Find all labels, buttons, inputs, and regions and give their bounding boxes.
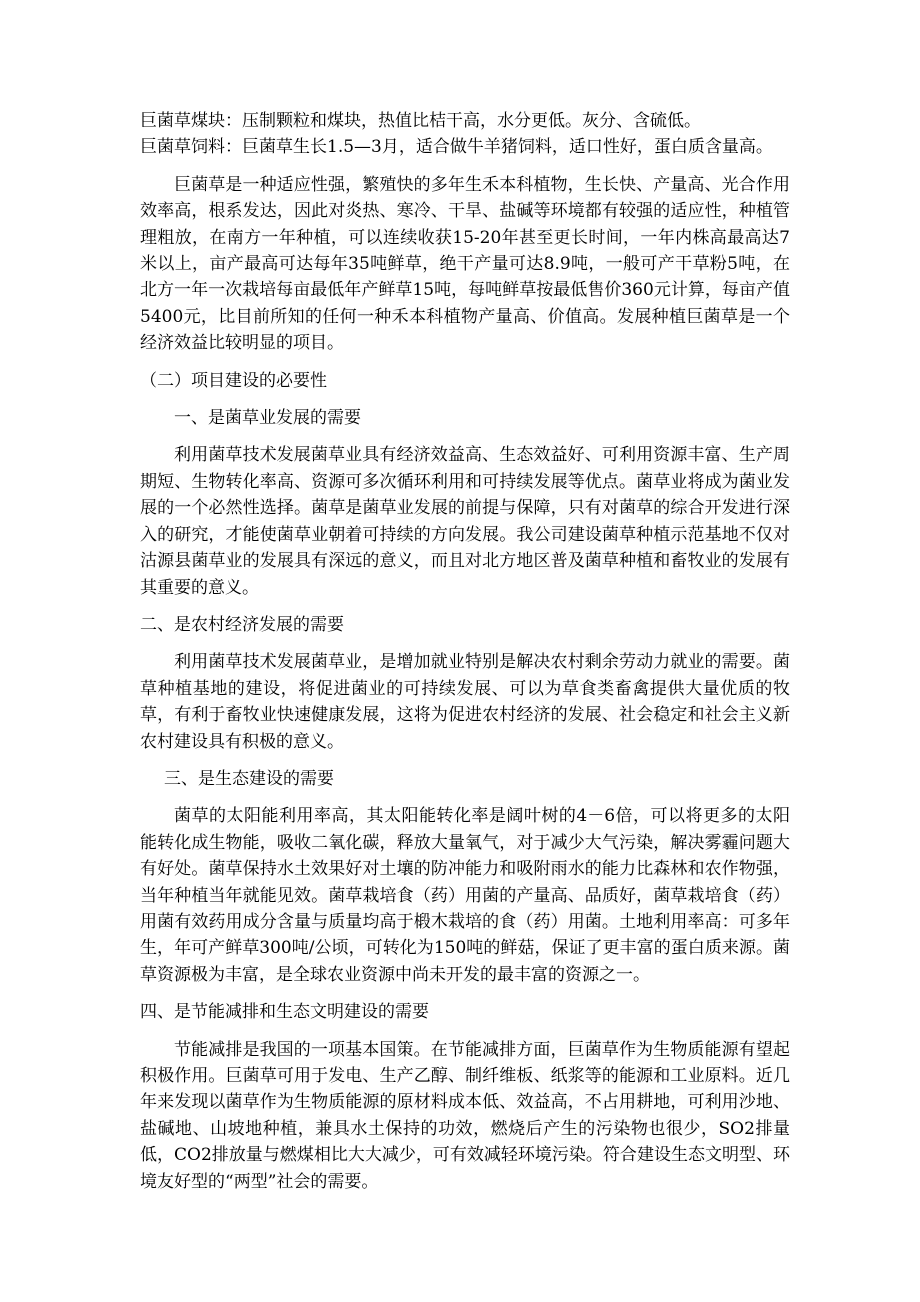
paragraph-3: 菌草的太阳能利用率高，其太阳能转化率是阔叶树的4－6倍，可以将更多的太阳能转化成生物能，吸收二氧化碳，释放大量氧气，对于减少大气污染，解决雾霾问题大有好处。菌草保持水土效果好对土壤的防冲能力和吸附雨水的能力比森林和农作物强，当年种植当年就能见效。菌草栽培食（药）用菌的产量高、品质好，菌草栽培食（药）用菌有效药用成分含量与质量均高于椴木栽培的食（药）用菌。土地利用率高：可多年生，年可产鲜草300吨/公顷，可转化为150吨的鲜菇，保证了更丰富的蛋白质来源。菌草资源极为丰富，是全球农业资源中尚未开发的最丰富的资源之一。 [140, 806, 790, 985]
paragraph-4: 节能减排是我国的一项基本国策。在节能减排方面，巨菌草作为生物质能源有望起积极作用。巨菌草可用于发电、生产乙醇、制纤维板、纸浆等的能源和工业原料。近几年来发现以菌草作为生物质能源的原材料成本低、效益高，不占用耕地，可利用沙地、盐碱地、山坡地种植，兼具水土保持的功效，燃烧后产生的污染物也很少，SO2排量低，CO2排放量与燃煤相比大大减少，可有效减轻环境污染。符合建设生态文明型、环境友好型的“两型”社会的需要。 [140, 1039, 790, 1192]
text-column [140, 108, 790, 1195]
section-heading-necessity: （二）项目建设的必要性 [140, 370, 327, 391]
subheading-2: 二、是农村经济发展的需要 [140, 614, 344, 635]
subheading-3: 三、是生态建设的需要 [164, 768, 334, 789]
intro-coal-line: 巨菌草煤块：压制颗粒和煤块，热值比桔干高，水分更低。灰分、含硫低。 [140, 111, 701, 131]
intro-feed-line: 巨菌草饲料：巨菌草生长1.5—3月，适合做牛羊猪饲料，适口性好，蛋白质含量高。 [140, 137, 773, 158]
subheading-1: 一、是菌草业发展的需要 [174, 408, 361, 429]
subheading-4: 四、是节能减排和生态文明建设的需要 [140, 1002, 429, 1023]
paragraph-2: 利用菌草技术发展菌草业，是增加就业特别是解决农村剩余劳动力就业的需要。菌草种植基地的建设，将促进菌业的可持续发展、可以为草食类畜禽提供大量优质的牧草，有利于畜牧业快速健康发展，这将为促进农村经济的发展、社会稳定和社会主义新农村建设具有积极的意义。 [140, 652, 790, 752]
paragraph-1: 利用菌草技术发展菌草业具有经济效益高、生态效益好、可利用资源丰富、生产周期短、生物转化率高、资源可多次循环利用和可持续发展等优点。菌草业将成为菌业发展的一个必然性选择。菌草是菌草业发展的前提与保障，只有对菌草的综合开发进行深入的研究，才能使菌草业朝着可持续的方向发展。我公司建设菌草种植示范基地不仅对沽源县菌草业的发展具有深远的意义，而且对北方地区普及菌草种植和畜牧业的发展有其重要的意义。 [140, 445, 790, 598]
overview-paragraph: 巨菌草是一种适应性强，繁殖快的多年生禾本科植物，生长快、产量高、光合作用效率高，根系发达，因此对炎热、寒冷、干旱、盐碱等环境都有较强的适应性，种植管理粗放，在南方一年种植，可以连续收获15-20年甚至更长时间，一年内株高最高达7米以上，亩产最高可达每年35吨鲜草，绝干产量可达8.9吨，一般可产干草粉5吨，在北方一年一次栽培每亩最低年产鲜草15吨，每吨鲜草按最低售价360元计算，每亩产值5400元，比目前所知的任何一种禾本科植物产量高、价值高。发展种植巨菌草是一个经济效益比较明显的项目。 [140, 174, 790, 354]
